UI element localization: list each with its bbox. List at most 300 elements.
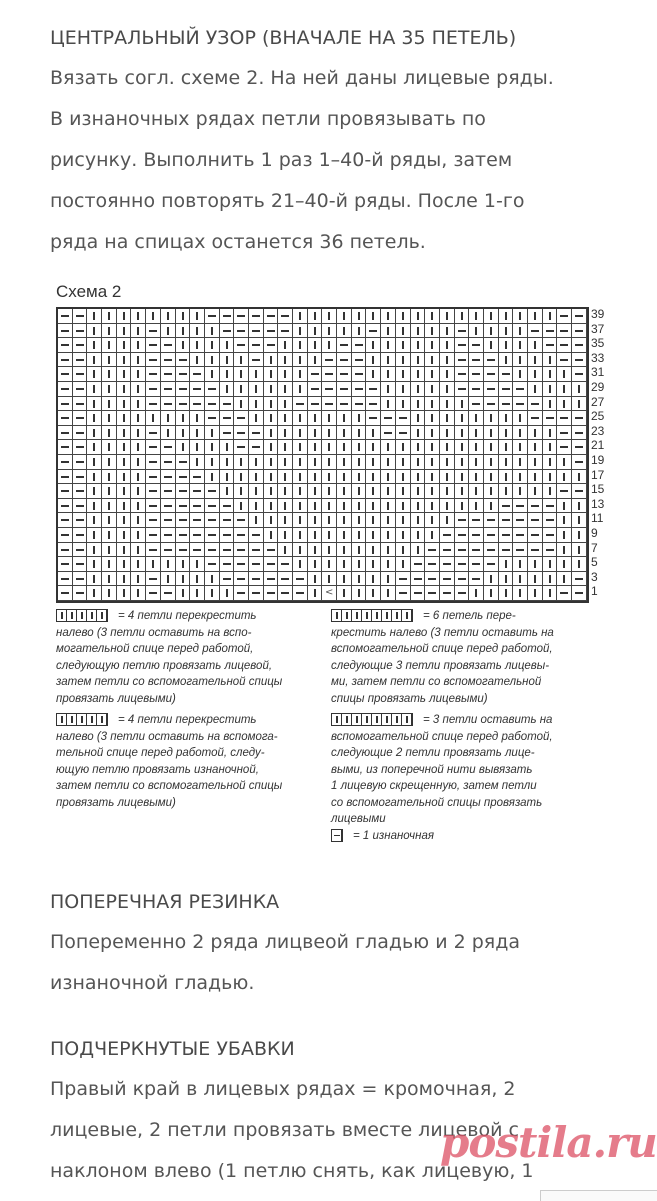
- knit-stitch-cell: [499, 557, 514, 572]
- legend-text: вспомогательной спице перед работой,: [331, 730, 553, 743]
- purl-stitch-cell: [513, 543, 528, 558]
- purl-stitch-cell: [352, 353, 367, 368]
- purl-stitch-cell: [366, 411, 381, 426]
- purl-stitch-cell: [234, 586, 249, 601]
- knit-stitch-cell: [484, 586, 499, 601]
- knit-stitch-cell: [440, 484, 455, 499]
- knit-stitch-cell: [543, 382, 558, 397]
- legend-item: [56, 608, 326, 707]
- knit-stitch-cell: [381, 353, 396, 368]
- knit-stitch-cell: [440, 426, 455, 441]
- knit-stitch-cell: [264, 440, 279, 455]
- knit-stitch-cell: [484, 572, 499, 587]
- purl-stitch-cell: [499, 382, 514, 397]
- knit-stitch-cell: [572, 382, 587, 397]
- section-decreases: [50, 1029, 630, 1192]
- knit-stitch-cell: [337, 324, 352, 339]
- row-number: 37: [591, 321, 605, 336]
- knit-stitch-cell: [528, 470, 543, 485]
- watermark-logo: postila.ru: [440, 1118, 657, 1167]
- knit-stitch-cell: [484, 484, 499, 499]
- knit-stitch-cell: [425, 353, 440, 368]
- purl-stitch-cell: [220, 543, 235, 558]
- knit-stitch-cell: [396, 324, 411, 339]
- purl-stitch-cell: [337, 353, 352, 368]
- knit-stitch-cell: [161, 309, 176, 324]
- knit-stitch-cell: [572, 470, 587, 485]
- purl-stitch-cell: [322, 367, 337, 382]
- knit-stitch-cell: [557, 528, 572, 543]
- knit-stitch-cell: [425, 397, 440, 412]
- purl-stitch-cell: [484, 397, 499, 412]
- knit-stitch-cell: [396, 382, 411, 397]
- purl-stitch-cell: [58, 324, 73, 339]
- purl-stitch-cell: [543, 338, 558, 353]
- purl-stitch-cell: [220, 324, 235, 339]
- purl-stitch-cell: [249, 543, 264, 558]
- purl-stitch-cell: [499, 543, 514, 558]
- legend-text: крестить налево (3 петли оставить на: [331, 626, 554, 639]
- knit-stitch-cell: [543, 557, 558, 572]
- purl-stitch-cell: [58, 411, 73, 426]
- knit-stitch-cell: [513, 455, 528, 470]
- purl-stitch-icon: [331, 829, 343, 842]
- knit-stitch-cell: [87, 397, 102, 412]
- knit-stitch-cell: [440, 397, 455, 412]
- purl-stitch-cell: [264, 586, 279, 601]
- purl-stitch-cell: [469, 543, 484, 558]
- purl-stitch-cell: [469, 557, 484, 572]
- knit-stitch-cell: [543, 455, 558, 470]
- legend-item: [331, 608, 621, 707]
- knit-stitch-cell: [469, 324, 484, 339]
- knit-stitch-cell: [396, 353, 411, 368]
- knit-stitch-cell: [234, 484, 249, 499]
- purl-stitch-cell: [337, 397, 352, 412]
- knit-stitch-cell: [131, 470, 146, 485]
- knit-stitch-cell: [557, 499, 572, 514]
- purl-stitch-cell: [58, 484, 73, 499]
- knit-stitch-cell: [117, 470, 132, 485]
- knit-stitch-cell: [117, 367, 132, 382]
- knit-stitch-cell: [308, 484, 323, 499]
- knit-stitch-cell: [249, 367, 264, 382]
- knit-stitch-cell: [161, 411, 176, 426]
- paragraph-line: лицевые, 2 петли провязать вместе лицевой с: [50, 1119, 519, 1141]
- knit-stitch-cell: [205, 586, 220, 601]
- knit-stitch-cell: [190, 324, 205, 339]
- knit-stitch-cell: [322, 528, 337, 543]
- purl-stitch-cell: [146, 353, 161, 368]
- cable-4-left-purl-icon: [56, 713, 108, 726]
- purl-stitch-cell: [73, 572, 88, 587]
- purl-stitch-cell: [528, 543, 543, 558]
- knit-stitch-cell: [264, 382, 279, 397]
- knit-stitch-cell: [499, 484, 514, 499]
- knit-stitch-cell: [352, 572, 367, 587]
- corner-overlay: [540, 1190, 657, 1201]
- knit-stitch-cell: [87, 484, 102, 499]
- knitting-chart-grid: [56, 307, 589, 603]
- legend-text: ющую петлю провязать изнаночной,: [56, 763, 259, 776]
- knit-stitch-cell: [337, 455, 352, 470]
- knit-stitch-cell: [455, 426, 470, 441]
- purl-stitch-cell: [455, 557, 470, 572]
- purl-stitch-cell: [234, 543, 249, 558]
- knit-stitch-cell: [366, 426, 381, 441]
- purl-stitch-cell: [308, 397, 323, 412]
- knit-stitch-cell: [322, 572, 337, 587]
- knit-stitch-cell: [102, 513, 117, 528]
- knit-stitch-cell: [528, 455, 543, 470]
- knit-stitch-cell: [322, 543, 337, 558]
- knit-stitch-cell: [513, 367, 528, 382]
- purl-stitch-cell: [455, 572, 470, 587]
- knit-stitch-cell: [161, 572, 176, 587]
- purl-stitch-cell: [381, 411, 396, 426]
- knit-stitch-cell: [425, 499, 440, 514]
- knit-stitch-cell: [513, 411, 528, 426]
- knit-stitch-cell: [146, 411, 161, 426]
- knit-stitch-cell: [469, 309, 484, 324]
- purl-stitch-cell: [572, 484, 587, 499]
- knit-stitch-cell: [381, 440, 396, 455]
- legend-text: могательной спице перед работой,: [56, 643, 254, 655]
- knit-stitch-cell: [499, 455, 514, 470]
- knit-stitch-cell: [161, 324, 176, 339]
- knit-stitch-cell: [190, 353, 205, 368]
- purl-stitch-cell: [528, 499, 543, 514]
- knit-stitch-cell: [499, 426, 514, 441]
- row-number: 31: [591, 365, 605, 380]
- knit-stitch-cell: [440, 309, 455, 324]
- knit-stitch-cell: [469, 426, 484, 441]
- knit-stitch-cell: [308, 586, 323, 601]
- knit-stitch-cell: [102, 586, 117, 601]
- knit-stitch-cell: [249, 382, 264, 397]
- legend-text: вспомогательной спице перед работой,: [331, 643, 553, 655]
- purl-stitch-cell: [73, 470, 88, 485]
- knit-stitch-cell: [176, 338, 191, 353]
- knit-stitch-cell: [366, 543, 381, 558]
- knit-stitch-cell: [264, 528, 279, 543]
- knit-stitch-cell: [117, 499, 132, 514]
- purl-stitch-cell: [484, 353, 499, 368]
- purl-stitch-cell: [455, 353, 470, 368]
- knit-stitch-cell: [469, 484, 484, 499]
- knit-stitch-cell: [572, 543, 587, 558]
- purl-stitch-cell: [220, 528, 235, 543]
- knit-stitch-cell: [234, 455, 249, 470]
- knit-stitch-cell: [469, 411, 484, 426]
- purl-stitch-cell: [528, 513, 543, 528]
- purl-stitch-cell: [513, 499, 528, 514]
- knit-stitch-cell: [87, 367, 102, 382]
- knit-stitch-cell: [528, 586, 543, 601]
- purl-stitch-cell: [469, 513, 484, 528]
- knit-stitch-cell: [337, 586, 352, 601]
- purl-stitch-cell: [161, 382, 176, 397]
- purl-stitch-cell: [58, 586, 73, 601]
- knit-stitch-cell: [337, 543, 352, 558]
- knit-stitch-cell: [102, 324, 117, 339]
- knit-stitch-cell: [499, 572, 514, 587]
- purl-stitch-cell: [411, 572, 426, 587]
- knit-stitch-cell: [308, 513, 323, 528]
- knit-stitch-cell: [322, 411, 337, 426]
- purl-stitch-cell: [513, 513, 528, 528]
- knit-stitch-cell: [499, 309, 514, 324]
- knit-stitch-cell: [396, 440, 411, 455]
- knit-stitch-cell: [366, 557, 381, 572]
- knit-stitch-cell: [131, 513, 146, 528]
- knit-stitch-cell: [131, 324, 146, 339]
- knit-stitch-cell: [205, 572, 220, 587]
- knit-stitch-cell: [469, 470, 484, 485]
- legend-text: следующие 2 петли провязать лице-: [331, 747, 535, 759]
- purl-stitch-cell: [455, 367, 470, 382]
- purl-stitch-cell: [557, 426, 572, 441]
- knit-stitch-cell: [190, 338, 205, 353]
- knit-stitch-cell: [425, 528, 440, 543]
- legend-text: = 4 петли перекрестить: [118, 714, 257, 726]
- purl-stitch-cell: [484, 382, 499, 397]
- knit-stitch-cell: [220, 470, 235, 485]
- purl-stitch-cell: [249, 309, 264, 324]
- purl-stitch-cell: [572, 586, 587, 601]
- knit-stitch-cell: [425, 382, 440, 397]
- purl-stitch-cell: [220, 572, 235, 587]
- knit-stitch-cell: [557, 367, 572, 382]
- purl-stitch-cell: [58, 353, 73, 368]
- purl-stitch-cell: [58, 440, 73, 455]
- knit-stitch-cell: [131, 382, 146, 397]
- knit-stitch-cell: [264, 499, 279, 514]
- purl-stitch-cell: [234, 426, 249, 441]
- knit-stitch-cell: [572, 499, 587, 514]
- purl-stitch-cell: [161, 455, 176, 470]
- section-heading: ПОДЧЕРКНУТЫЕ УБАВКИ: [50, 1038, 295, 1060]
- purl-stitch-cell: [411, 557, 426, 572]
- legend-text: налево (3 петли оставить на вспомога-: [56, 730, 278, 743]
- purl-stitch-cell: [293, 572, 308, 587]
- knit-stitch-cell: [411, 411, 426, 426]
- knit-stitch-cell: [205, 324, 220, 339]
- purl-stitch-cell: [557, 484, 572, 499]
- knit-stitch-cell: [249, 499, 264, 514]
- knit-stitch-cell: [131, 557, 146, 572]
- purl-stitch-cell: [411, 586, 426, 601]
- knit-stitch-cell: [190, 586, 205, 601]
- knit-stitch-cell: [381, 543, 396, 558]
- knit-stitch-cell: [249, 411, 264, 426]
- knit-stitch-cell: [322, 324, 337, 339]
- knit-stitch-cell: [484, 309, 499, 324]
- purl-stitch-cell: [161, 513, 176, 528]
- knit-stitch-cell: [366, 499, 381, 514]
- purl-stitch-cell: [337, 338, 352, 353]
- purl-stitch-cell: [146, 470, 161, 485]
- purl-stitch-cell: [146, 484, 161, 499]
- purl-stitch-cell: [455, 586, 470, 601]
- purl-stitch-cell: [146, 586, 161, 601]
- knit-stitch-cell: [513, 572, 528, 587]
- knit-stitch-cell: [308, 557, 323, 572]
- row-number: 19: [591, 452, 605, 467]
- knit-stitch-cell: [337, 499, 352, 514]
- purl-stitch-cell: [146, 572, 161, 587]
- knit-stitch-cell: [499, 440, 514, 455]
- purl-stitch-cell: [469, 353, 484, 368]
- knit-stitch-cell: [264, 426, 279, 441]
- knit-stitch-cell: [528, 572, 543, 587]
- purl-stitch-cell: [455, 513, 470, 528]
- purl-stitch-cell: [176, 353, 191, 368]
- knit-stitch-cell: [352, 324, 367, 339]
- purl-stitch-cell: [557, 309, 572, 324]
- knit-stitch-cell: [396, 499, 411, 514]
- knit-stitch-cell: [322, 440, 337, 455]
- purl-stitch-cell: [278, 324, 293, 339]
- purl-stitch-cell: [190, 499, 205, 514]
- knit-stitch-cell: [381, 513, 396, 528]
- purl-stitch-cell: [161, 338, 176, 353]
- knit-stitch-cell: [352, 586, 367, 601]
- knit-stitch-cell: [293, 557, 308, 572]
- purl-stitch-cell: [176, 470, 191, 485]
- purl-stitch-cell: [499, 367, 514, 382]
- knit-stitch-cell: [557, 572, 572, 587]
- purl-stitch-cell: [205, 557, 220, 572]
- purl-stitch-cell: [557, 440, 572, 455]
- purl-stitch-cell: [161, 586, 176, 601]
- knit-stitch-cell: [411, 367, 426, 382]
- knit-stitch-cell: [557, 470, 572, 485]
- purl-stitch-cell: [234, 528, 249, 543]
- purl-stitch-cell: [425, 543, 440, 558]
- purl-stitch-cell: [58, 382, 73, 397]
- knit-stitch-cell: [117, 440, 132, 455]
- knit-stitch-cell: [440, 324, 455, 339]
- purl-stitch-cell: [146, 513, 161, 528]
- purl-stitch-cell: [146, 367, 161, 382]
- purl-stitch-cell: [58, 528, 73, 543]
- knit-stitch-cell: [234, 353, 249, 368]
- knit-stitch-cell: [102, 426, 117, 441]
- purl-stitch-cell: [73, 397, 88, 412]
- purl-stitch-cell: [146, 426, 161, 441]
- purl-stitch-cell: [146, 499, 161, 514]
- knit-stitch-cell: [366, 528, 381, 543]
- knit-stitch-cell: [249, 455, 264, 470]
- legend-text: затем петли со вспомогательной спицы: [56, 676, 283, 688]
- legend-text: спицы провязать лицевыми): [331, 692, 488, 705]
- knit-stitch-cell: [87, 557, 102, 572]
- purl-stitch-cell: [499, 528, 514, 543]
- knit-stitch-cell: [322, 338, 337, 353]
- knit-stitch-cell: [528, 426, 543, 441]
- purl-stitch-cell: [440, 572, 455, 587]
- knit-stitch-cell: [117, 309, 132, 324]
- knit-stitch-cell: [513, 353, 528, 368]
- knit-stitch-cell: [190, 440, 205, 455]
- knit-stitch-cell: [278, 367, 293, 382]
- knit-stitch-cell: [425, 470, 440, 485]
- purl-stitch-cell: [557, 324, 572, 339]
- knit-stitch-cell: [513, 586, 528, 601]
- purl-stitch-cell: [190, 382, 205, 397]
- knit-stitch-cell: [131, 338, 146, 353]
- knit-stitch-cell: [484, 499, 499, 514]
- knit-stitch-cell: [411, 455, 426, 470]
- purl-stitch-cell: [249, 572, 264, 587]
- purl-stitch-cell: [293, 397, 308, 412]
- section-cross-rib: [50, 882, 630, 1004]
- purl-stitch-cell: [440, 586, 455, 601]
- knit-stitch-cell: [249, 470, 264, 485]
- knit-stitch-cell: [440, 440, 455, 455]
- knit-stitch-cell: [440, 411, 455, 426]
- knit-stitch-cell: [249, 513, 264, 528]
- purl-stitch-cell: [58, 426, 73, 441]
- knit-stitch-cell: [293, 338, 308, 353]
- knit-stitch-cell: [455, 455, 470, 470]
- purl-stitch-cell: [469, 367, 484, 382]
- purl-stitch-cell: [366, 382, 381, 397]
- knit-stitch-cell: [455, 470, 470, 485]
- purl-stitch-cell: [249, 426, 264, 441]
- knit-stitch-cell: [499, 353, 514, 368]
- purl-stitch-cell: [161, 499, 176, 514]
- knit-stitch-cell: [543, 367, 558, 382]
- purl-stitch-cell: [528, 528, 543, 543]
- knit-stitch-cell: [411, 426, 426, 441]
- purl-stitch-cell: [220, 397, 235, 412]
- purl-stitch-cell: [499, 397, 514, 412]
- knit-stitch-cell: [366, 367, 381, 382]
- knit-stitch-cell: [220, 353, 235, 368]
- paragraph-line: Попеременно 2 ряда лицвеой гладью и 2 ряда: [50, 931, 520, 953]
- purl-stitch-cell: [58, 470, 73, 485]
- knit-stitch-cell: [425, 411, 440, 426]
- knit-stitch-cell: [528, 367, 543, 382]
- purl-stitch-cell: [572, 353, 587, 368]
- legend-item: [331, 712, 621, 844]
- knit-stitch-cell: [469, 586, 484, 601]
- purl-stitch-cell: [176, 499, 191, 514]
- legend-text: тельной спице перед работой, следу-: [56, 747, 265, 759]
- knit-stitch-cell: [131, 309, 146, 324]
- purl-stitch-cell: [146, 338, 161, 353]
- purl-stitch-cell: [293, 586, 308, 601]
- purl-stitch-cell: [308, 367, 323, 382]
- purl-stitch-cell: [337, 367, 352, 382]
- knit-stitch-cell: [102, 367, 117, 382]
- knit-stitch-cell: [513, 484, 528, 499]
- purl-stitch-cell: [220, 513, 235, 528]
- knit-stitch-cell: [308, 528, 323, 543]
- purl-stitch-cell: [220, 499, 235, 514]
- knit-stitch-cell: [293, 309, 308, 324]
- knit-stitch-cell: [322, 499, 337, 514]
- row-number: 35: [591, 336, 605, 351]
- knit-stitch-cell: [322, 455, 337, 470]
- knit-stitch-cell: [264, 455, 279, 470]
- knit-stitch-cell: [513, 309, 528, 324]
- knit-stitch-cell: [411, 338, 426, 353]
- knit-stitch-cell: [293, 499, 308, 514]
- knit-stitch-cell: [293, 484, 308, 499]
